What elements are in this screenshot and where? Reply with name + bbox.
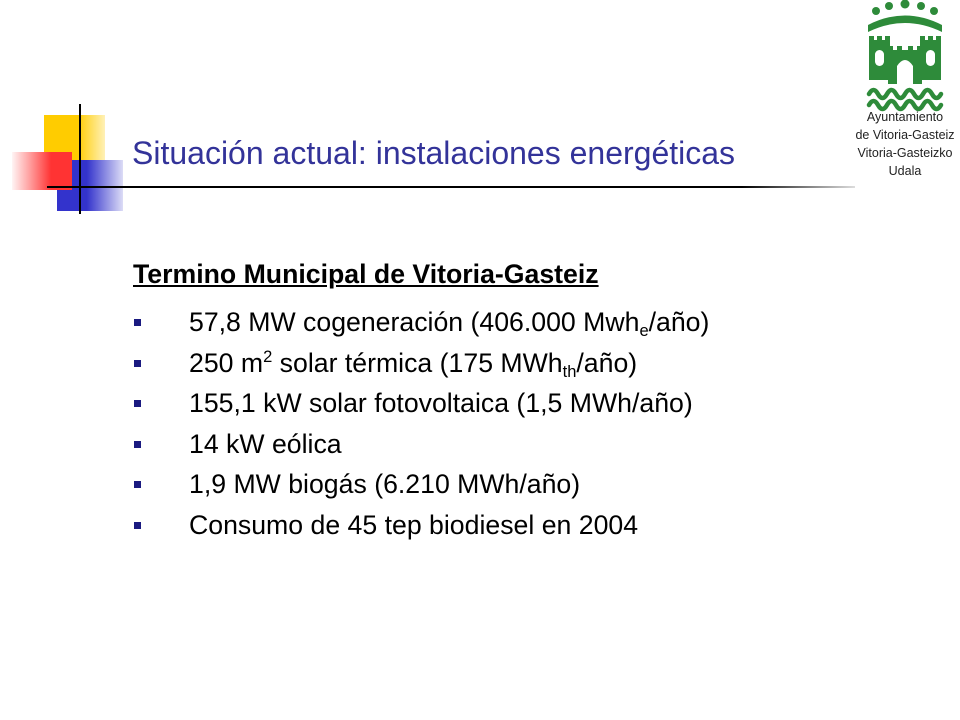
bullet-text: /año) xyxy=(648,307,710,337)
square-bullet-icon xyxy=(134,441,141,448)
bullet-item xyxy=(0,464,860,505)
bullet-list xyxy=(0,302,860,546)
slide-title: Situación actual: instalaciones energéticas xyxy=(132,135,736,171)
bullet-text: 1,9 MW biogás (6.210 MWh/año) xyxy=(189,469,581,500)
bullet-text: /año) xyxy=(576,347,638,378)
bullet-text: Consumo de 45 tep biodiesel en 2004 xyxy=(189,509,639,540)
bullet-text: 57,8 MW cogeneración (406.000 Mwh xyxy=(189,307,640,337)
decor-vertical-line xyxy=(79,104,81,214)
city-emblem-icon xyxy=(862,0,948,112)
subscript: e xyxy=(639,321,649,341)
bullet-item xyxy=(0,302,860,343)
square-bullet-icon xyxy=(134,481,141,488)
city-logo xyxy=(852,0,958,190)
square-bullet-icon xyxy=(134,400,141,407)
title-divider-line xyxy=(47,186,855,188)
bullet-text: 250 m xyxy=(189,347,264,378)
bullet-text: solar térmica (175 MWh xyxy=(272,347,563,378)
bullet-item xyxy=(0,383,860,424)
square-bullet-icon xyxy=(134,522,141,529)
subscript: th xyxy=(562,361,577,381)
square-bullet-icon xyxy=(134,360,141,367)
logo-text-line: Udala xyxy=(888,164,922,178)
bullet-text: 14 kW eólica xyxy=(189,428,342,459)
bullet-item xyxy=(0,505,860,546)
superscript: 2 xyxy=(263,347,273,367)
section-heading: Termino Municipal de Vitoria-Gasteiz xyxy=(133,259,599,289)
square-bullet-icon xyxy=(134,319,141,326)
logo-text-line: Vitoria-Gasteizko xyxy=(857,146,953,160)
logo-text-line: Ayuntamiento xyxy=(866,110,944,124)
bullet-item xyxy=(0,424,860,465)
logo-text-line: de Vitoria-Gasteiz xyxy=(855,128,955,142)
decor-red-square xyxy=(12,152,72,190)
bullet-text: 155,1 kW solar fotovoltaica (1,5 MWh/año) xyxy=(189,388,693,419)
logo-caption xyxy=(852,108,958,180)
bullet-item xyxy=(0,343,860,384)
